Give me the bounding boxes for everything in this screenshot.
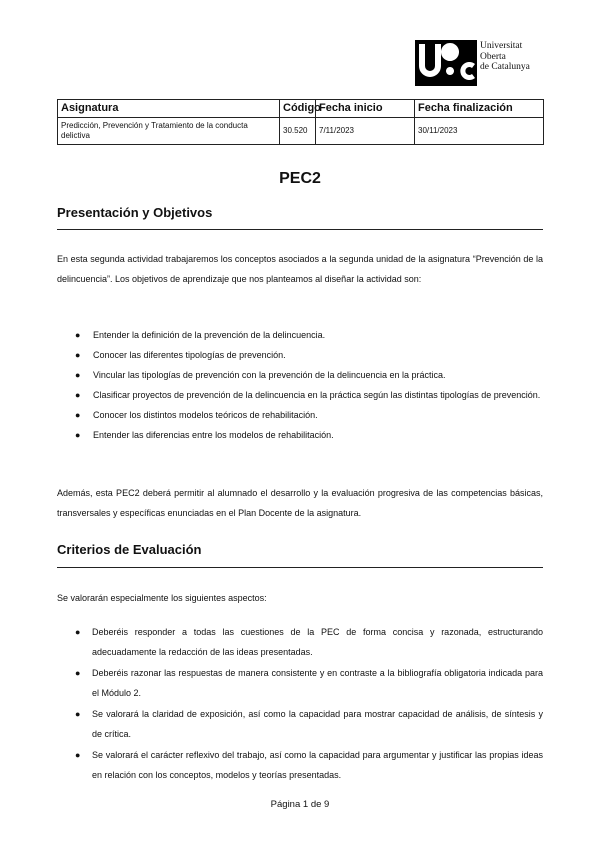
uoc-logo bbox=[415, 40, 540, 86]
section2-intro: Se valorarán especialmente los siguientes aspectos: bbox=[57, 593, 267, 603]
list-item bbox=[57, 326, 543, 345]
header-codigo: Código bbox=[280, 100, 316, 118]
section1-intro: En esta segunda actividad trabajaremos los conceptos asociados a la segunda unidad de la asignatura “Prevención de la delincuencia”. Los objetivos de aprendizaje que nos planteamos al diseñar la actividad son: bbox=[57, 254, 543, 284]
list-item-text: Conocer las diferentes tipologías de prevención. bbox=[93, 350, 286, 360]
logo-line: Oberta bbox=[480, 51, 506, 62]
document-title: PEC2 bbox=[279, 170, 321, 187]
list-item bbox=[57, 386, 543, 405]
uoc-logo-mark bbox=[415, 40, 477, 86]
list-item bbox=[57, 623, 543, 662]
bullet-icon: ● bbox=[75, 390, 81, 400]
logo-line: de Catalunya bbox=[480, 62, 530, 72]
section-heading-presentacion: Presentación y Objetivos bbox=[57, 205, 213, 220]
list-item bbox=[57, 426, 543, 445]
bullet-icon: ● bbox=[75, 709, 81, 719]
list-item-text: Conocer los distintos modelos teóricos de rehabilitación. bbox=[93, 410, 318, 420]
section1-closing: Además, esta PEC2 deberá permitir al alumnado el desarrollo y la evaluación progresiva de las competencias básicas, transversales y específicas enunciadas en el Plan Docente de la asignatura. bbox=[57, 488, 543, 518]
list-item bbox=[57, 406, 543, 425]
cell-fecha-finalizacion: 30/11/2023 bbox=[415, 118, 544, 145]
course-info-table bbox=[57, 99, 544, 145]
header-fecha-inicio: Fecha inicio bbox=[316, 100, 415, 118]
list-item-text: Se valorará el carácter reflexivo del trabajo, así como la capacidad para argumentar y justificar las propias ideas en relación con los conceptos, modelos y teorías presentadas. bbox=[92, 750, 543, 780]
cell-asignatura: Predicción, Prevención y Tratamiento de la conducta delictiva bbox=[58, 118, 280, 145]
objectives-list bbox=[57, 326, 543, 446]
list-item bbox=[57, 664, 543, 703]
table-row bbox=[58, 118, 544, 145]
bullet-icon: ● bbox=[75, 430, 81, 440]
list-item bbox=[57, 366, 543, 385]
bullet-icon: ● bbox=[75, 350, 81, 360]
bullet-icon: ● bbox=[75, 627, 81, 637]
section-divider bbox=[57, 567, 543, 568]
list-item bbox=[57, 746, 543, 785]
cell-fecha-inicio: 7/11/2023 bbox=[316, 118, 415, 145]
criteria-list bbox=[57, 623, 543, 787]
table-header-row bbox=[58, 100, 544, 118]
logo-line: Universitat bbox=[480, 41, 523, 51]
list-item-text: Deberéis responder a todas las cuestiones de la PEC de forma concisa y razonada, estructurando adecuadamente la redacción de las ideas presentadas. bbox=[92, 627, 543, 657]
cell-codigo: 30.520 bbox=[280, 118, 316, 145]
list-item-text: Clasificar proyectos de prevención de la delincuencia en la práctica según las distintas tipologías de prevención. bbox=[93, 390, 541, 400]
section-heading-criterios: Criterios de Evaluación bbox=[57, 542, 202, 557]
list-item-text: Vincular las tipologías de prevención con la prevención de la delincuencia en la práctica. bbox=[93, 370, 446, 380]
bullet-icon: ● bbox=[75, 410, 81, 420]
page-number: Página 1 de 9 bbox=[270, 799, 330, 810]
list-item-text: Entender la definición de la prevención de la delincuencia. bbox=[93, 330, 326, 340]
list-item bbox=[57, 705, 543, 744]
section-divider bbox=[57, 229, 543, 230]
uoc-logo-text bbox=[480, 41, 530, 73]
list-item bbox=[57, 346, 543, 365]
list-item-text: Entender las diferencias entre los modelos de rehabilitación. bbox=[93, 430, 334, 440]
bullet-icon: ● bbox=[75, 330, 81, 340]
list-item-text: Se valorará la claridad de exposición, así como la capacidad para mostrar capacidad de análisis, de síntesis y de crítica. bbox=[92, 709, 543, 739]
bullet-icon: ● bbox=[75, 370, 81, 380]
header-fecha-finalizacion: Fecha finalización bbox=[415, 100, 544, 118]
list-item-text: Deberéis razonar las respuestas de manera consistente y en contraste a la bibliografía obligatoria indicada para el Módulo 2. bbox=[92, 668, 543, 698]
header-asignatura: Asignatura bbox=[58, 100, 280, 118]
bullet-icon: ● bbox=[75, 668, 81, 678]
bullet-icon: ● bbox=[75, 750, 81, 760]
